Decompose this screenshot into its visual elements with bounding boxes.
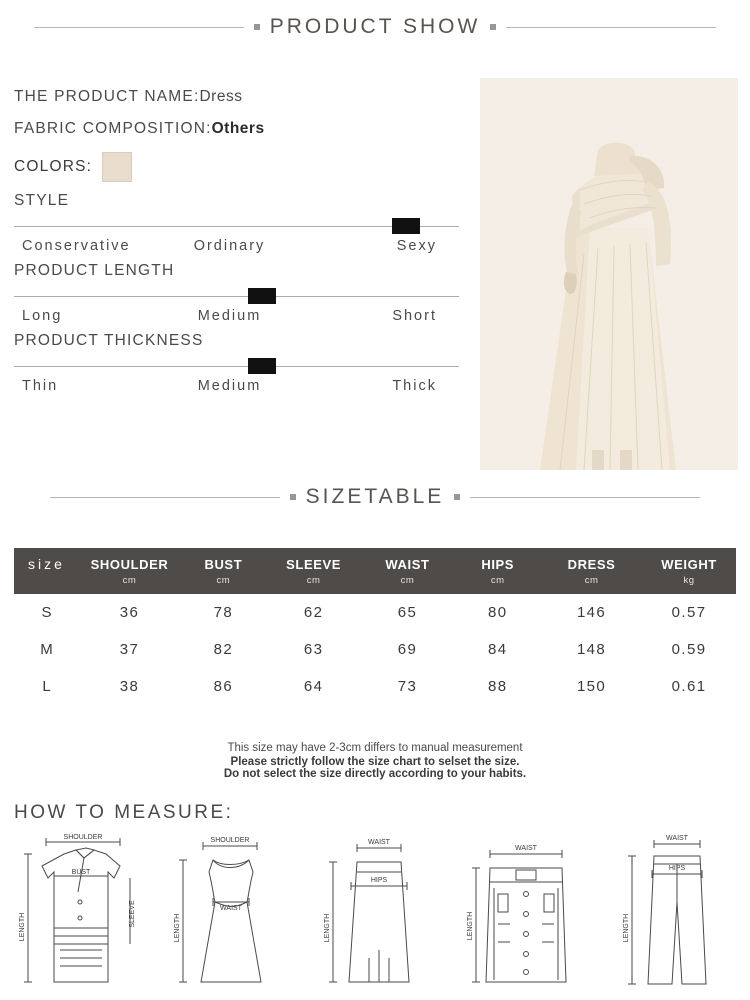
style-options — [14, 238, 459, 254]
thickness-title: PRODUCT THICKNESS — [14, 332, 204, 349]
unit-sleeve: cm — [267, 574, 361, 594]
fabric-row — [14, 120, 459, 138]
cell-dress: 146 — [576, 604, 607, 621]
unit-waist: cm — [361, 574, 455, 594]
length-option-2: Short — [392, 308, 437, 324]
divider-right — [470, 497, 700, 498]
length-option-0: Long — [22, 308, 63, 324]
colors-row — [14, 152, 459, 182]
cell-hips: 84 — [487, 641, 508, 658]
col-header-size: size — [28, 556, 65, 572]
cell-shoulder: 38 — [119, 678, 140, 695]
svg-text:LENGTH: LENGTH — [466, 911, 474, 941]
cell-dress: 148 — [576, 641, 607, 658]
product-photo — [480, 78, 738, 470]
colors-label: COLORS: — [14, 158, 93, 175]
size-table-unit-row — [14, 574, 736, 594]
divider-left — [34, 27, 244, 28]
figure-dress — [157, 832, 299, 992]
cell-shoulder: 37 — [119, 641, 140, 658]
thickness-scale — [14, 354, 459, 376]
table-row — [14, 594, 736, 631]
square-bullet-icon — [254, 24, 260, 30]
cell-hips: 88 — [487, 678, 508, 695]
size-table — [14, 548, 736, 705]
svg-text:SHOULDER: SHOULDER — [63, 834, 103, 841]
cell-sleeve: 62 — [303, 604, 324, 621]
col-header-weight: WEIGHT — [661, 556, 717, 572]
thickness-option-0: Thin — [22, 378, 59, 394]
svg-text:LENGTH: LENGTH — [173, 913, 181, 943]
size-notes — [0, 742, 750, 780]
length-title: PRODUCT LENGTH — [14, 262, 175, 279]
figure-denim-skirt — [454, 832, 596, 992]
svg-text:SHOULDER: SHOULDER — [210, 837, 249, 844]
style-option-2: Sexy — [396, 238, 437, 254]
cell-bust: 78 — [213, 604, 234, 621]
cell-weight: 0.59 — [671, 641, 707, 658]
svg-text:HIPS: HIPS — [370, 877, 388, 884]
unit-dress: cm — [541, 574, 642, 594]
note-line-3: Do not select the size directly according to your habits. — [223, 768, 527, 780]
svg-text:WAIST: WAIST — [219, 905, 242, 912]
svg-text:BUST: BUST — [71, 869, 91, 876]
square-bullet-icon — [490, 24, 496, 30]
cell-dress: 150 — [576, 678, 607, 695]
col-header-dress: DRESS — [567, 556, 616, 572]
svg-text:LENGTH: LENGTH — [324, 913, 331, 943]
col-header-hips: HIPS — [481, 556, 515, 572]
style-scale-marker — [392, 218, 420, 234]
svg-text:WAIST: WAIST — [368, 839, 390, 846]
svg-text:WAIST: WAIST — [666, 835, 688, 842]
product-name-label: THE PRODUCT NAME: — [14, 88, 200, 105]
style-option-0: Conservative — [22, 238, 131, 254]
product-name-row — [14, 88, 459, 106]
unit-bust: cm — [180, 574, 267, 594]
size-table-header-row — [14, 548, 736, 574]
cell-waist: 69 — [397, 641, 418, 658]
product-specs — [14, 88, 459, 394]
cell-shoulder: 36 — [119, 604, 140, 621]
color-swatch[interactable] — [102, 152, 132, 182]
product-show-section-header — [0, 15, 750, 39]
sizetable-section-header — [0, 485, 750, 509]
cell-sleeve: 64 — [303, 678, 324, 695]
figure-shirt — [8, 832, 150, 992]
cell-weight: 0.61 — [671, 678, 707, 695]
cell-size: M — [40, 641, 53, 658]
length-scale-marker — [248, 288, 276, 304]
divider-left — [50, 497, 280, 498]
figure-pants — [602, 832, 744, 992]
length-option-1: Medium — [197, 308, 262, 324]
size-table-wrap — [14, 548, 736, 705]
how-to-measure-title: HOW TO MEASURE: — [14, 802, 234, 823]
length-scale — [14, 284, 459, 306]
square-bullet-icon — [454, 494, 460, 500]
unit-hips: cm — [454, 574, 541, 594]
svg-text:LENGTH: LENGTH — [623, 913, 630, 943]
style-group — [14, 192, 459, 254]
svg-text:LENGTH: LENGTH — [19, 912, 26, 942]
unit-shoulder: cm — [79, 574, 180, 594]
cell-bust: 86 — [213, 678, 234, 695]
svg-text:HIPS: HIPS — [668, 865, 686, 872]
table-row — [14, 631, 736, 668]
length-options — [14, 308, 459, 324]
cell-waist: 73 — [397, 678, 418, 695]
cell-waist: 65 — [397, 604, 418, 621]
square-bullet-icon — [290, 494, 296, 500]
thickness-scale-marker — [248, 358, 276, 374]
thickness-group — [14, 332, 459, 394]
style-title: STYLE — [14, 192, 70, 209]
svg-text:SLEEVE: SLEEVE — [129, 900, 136, 928]
fabric-label: FABRIC COMPOSITION: — [14, 120, 212, 137]
divider-right — [506, 27, 716, 28]
cell-hips: 80 — [487, 604, 508, 621]
product-name-value: Dress — [199, 88, 243, 105]
style-scale — [14, 214, 459, 236]
figure-skirt — [305, 832, 447, 992]
col-header-shoulder: SHOULDER — [90, 556, 169, 572]
thickness-scale-bar — [14, 366, 459, 367]
cell-weight: 0.57 — [671, 604, 707, 621]
section-title: PRODUCT SHOW — [269, 15, 481, 38]
length-group — [14, 262, 459, 324]
unit-size — [14, 574, 79, 594]
thickness-option-2: Thick — [392, 378, 437, 394]
thickness-option-1: Medium — [197, 378, 262, 394]
style-option-1: Ordinary — [193, 238, 266, 254]
col-header-bust: BUST — [204, 556, 243, 572]
note-line-1: This size may have 2-3cm differs to manual measurement — [227, 742, 523, 754]
cell-size: L — [42, 678, 51, 695]
svg-text:WAIST: WAIST — [514, 845, 537, 852]
fabric-value: Others — [211, 120, 265, 137]
cell-sleeve: 63 — [303, 641, 324, 658]
section-title: SIZETABLE — [305, 485, 445, 508]
measurement-figures — [8, 832, 744, 994]
unit-weight: kg — [642, 574, 736, 594]
col-header-sleeve: SLEEVE — [286, 556, 342, 572]
cell-size: S — [41, 604, 52, 621]
thickness-options — [14, 378, 459, 394]
cell-bust: 82 — [213, 641, 234, 658]
table-row — [14, 668, 736, 705]
col-header-waist: WAIST — [385, 556, 430, 572]
note-line-2: Please strictly follow the size chart to selset the size. — [230, 756, 520, 768]
length-scale-bar — [14, 296, 459, 297]
